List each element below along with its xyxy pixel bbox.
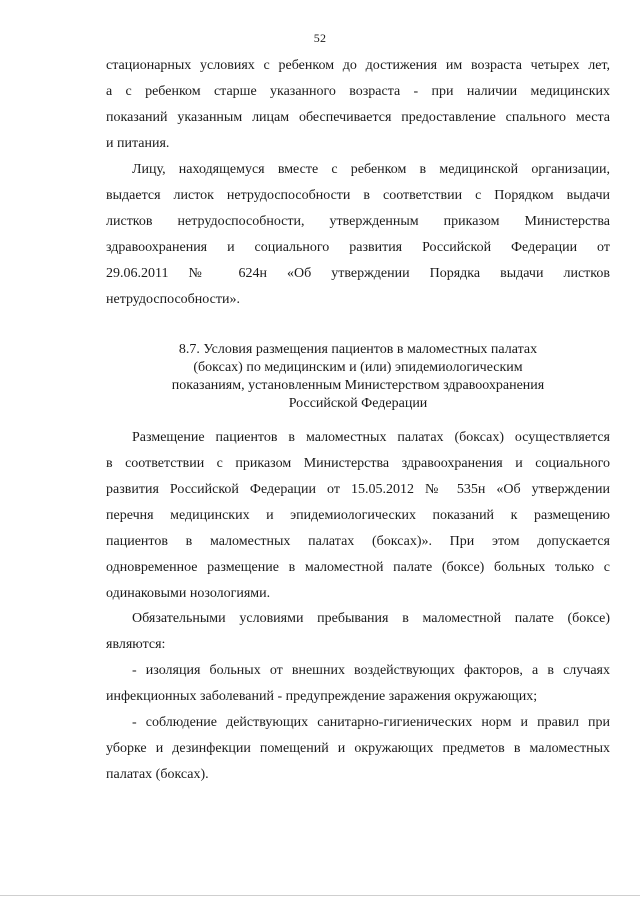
paragraph-3 — [106, 425, 610, 607]
heading-line: Российской Федерации — [288, 396, 428, 411]
paragraph-line: нетрудоспособности». — [106, 292, 240, 307]
paragraph-line: пациентов в маломестных палатах (боксах)». При этом допускается — [106, 534, 610, 549]
paragraph-line: перечня медицинских и эпидемиологических показаний к размещению — [106, 508, 610, 523]
paragraph-line: инфекционных заболеваний - предупреждение заражения окружающих; — [106, 689, 538, 704]
paragraph-line: одинаковыми нозологиями. — [106, 586, 271, 601]
paragraph-5 — [106, 658, 610, 710]
paragraph-line: в соответствии с приказом Министерства здравоохранения и социального — [106, 456, 610, 471]
heading-line: (боксах) по медицинским и (или) эпидемиологическим — [193, 360, 523, 375]
paragraph-line: здравоохранения и социального развития Российской Федерации от — [106, 240, 610, 255]
paragraph-line: уборке и дезинфекции помещений и окружающих предметов в маломестных — [106, 741, 610, 756]
paragraph-line: являются: — [106, 637, 166, 652]
paragraph-2 — [106, 157, 610, 313]
paragraph-line: и питания. — [106, 136, 170, 151]
section-heading — [106, 341, 610, 413]
paragraph-line: показаний указанным лицам обеспечивается предоставление спального места — [106, 110, 610, 125]
paragraph-line: 29.06.2011 № 624н «Об утверждении Порядка выдачи листков — [106, 266, 610, 281]
paragraph-line: развития Российской Федерации от 15.05.2012 № 535н «Об утверждении — [106, 482, 610, 497]
paragraph-line: Размещение пациентов в маломестных палатах (боксах) осуществляется — [132, 430, 610, 445]
paragraph-line: одновременное размещение в маломестной палате (боксе) больных только с — [106, 560, 610, 575]
paragraph-line: палатах (боксах). — [106, 767, 209, 782]
page-bottom-edge — [0, 895, 640, 896]
paragraph-line: выдается листок нетрудоспособности в соответствии с Порядком выдачи — [106, 188, 610, 203]
heading-line: показаниям, установленным Министерством здравоохранения — [171, 378, 545, 393]
paragraph-line: Обязательными условиями пребывания в маломестной палате (боксе) — [132, 611, 610, 626]
paragraph-line: - соблюдение действующих санитарно-гигиенических норм и правил при — [132, 715, 610, 730]
paragraph-line: стационарных условиях с ребенком до достижения им возраста четырех лет, — [106, 58, 610, 73]
page-number: 52 — [313, 31, 327, 45]
paragraph-6 — [106, 710, 610, 788]
paragraph-line: Лицу, находящемуся вместе с ребенком в медицинской организации, — [132, 162, 610, 177]
paragraph-line: листков нетрудоспособности, утвержденным приказом Министерства — [106, 214, 610, 229]
paragraph-1 — [106, 53, 610, 157]
paragraph-line: - изоляция больных от внешних воздействующих факторов, а в случаях — [132, 663, 610, 678]
heading-line: 8.7. Условия размещения пациентов в маломестных палатах — [178, 342, 538, 357]
paragraph-line: а с ребенком старше указанного возраста - при наличии медицинских — [106, 84, 610, 99]
paragraph-4 — [106, 606, 610, 658]
